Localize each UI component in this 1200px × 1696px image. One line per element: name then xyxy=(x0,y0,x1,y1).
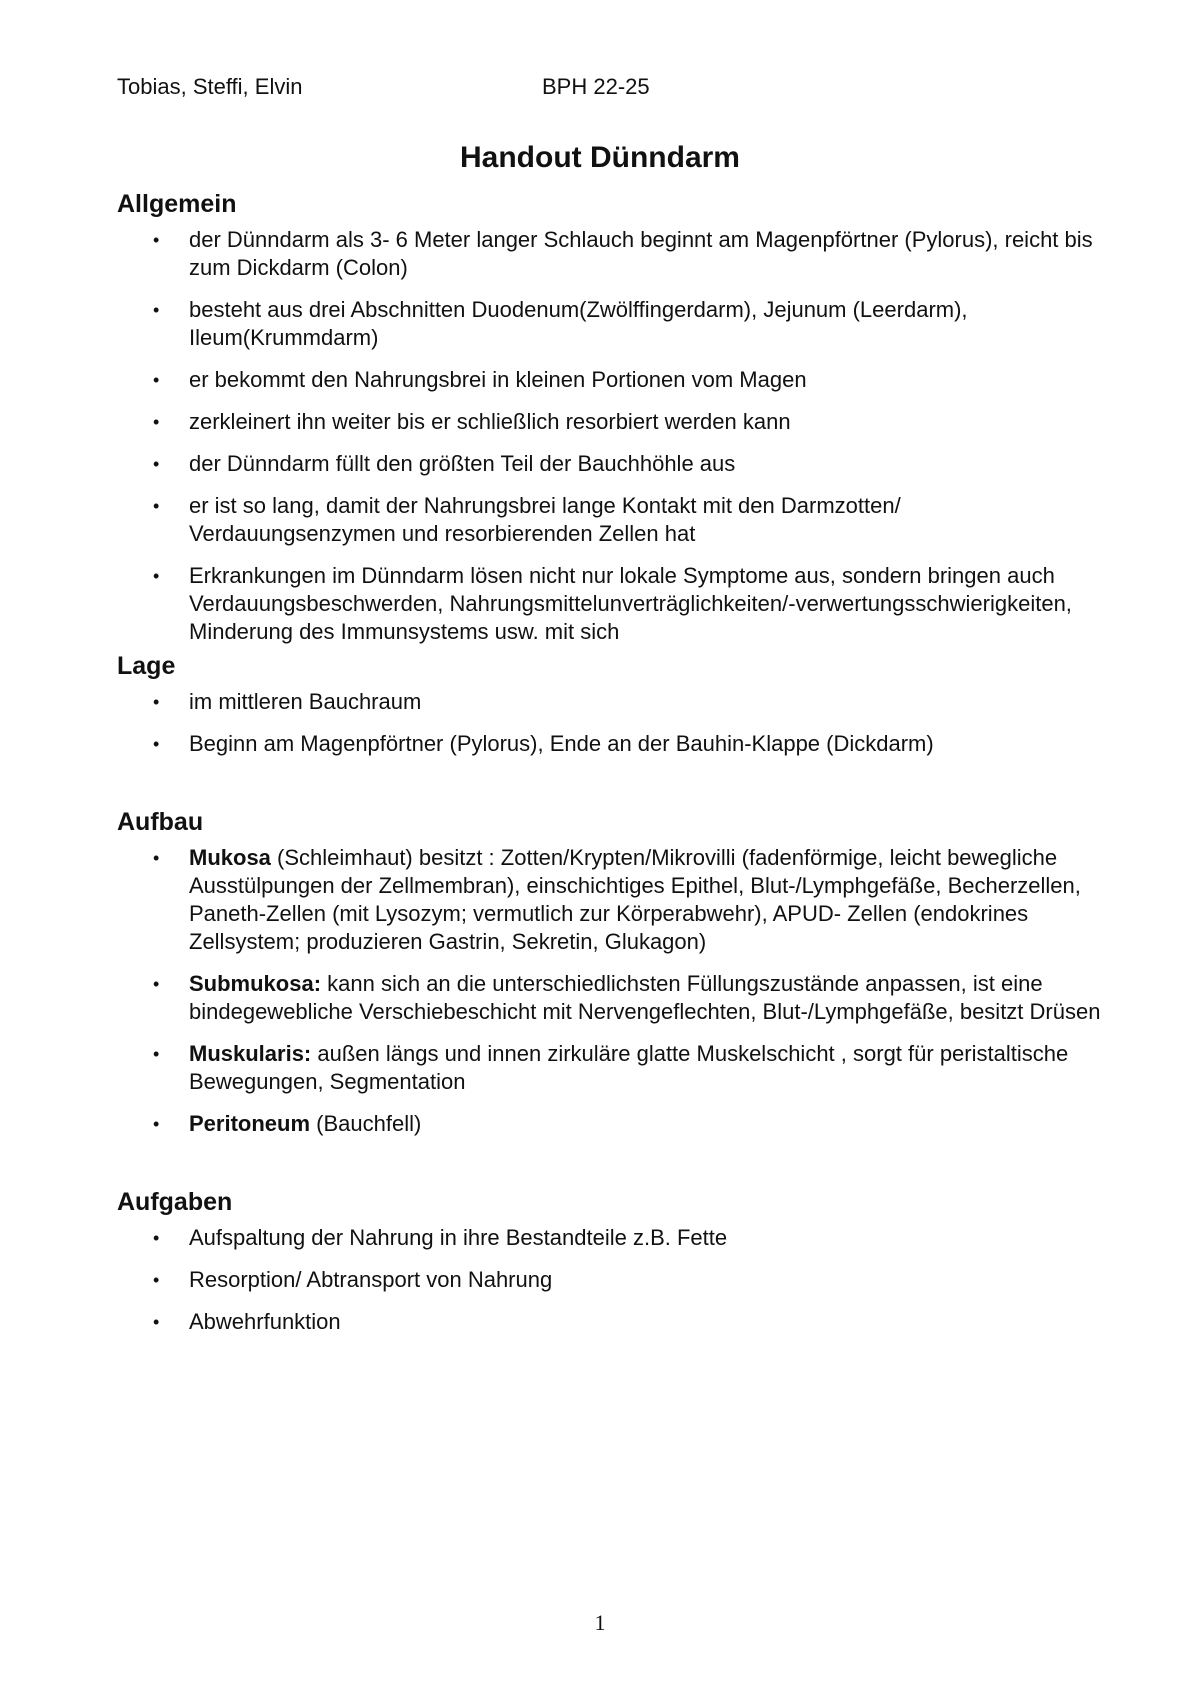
list-item xyxy=(117,296,1107,352)
list-item xyxy=(117,562,1107,646)
list-item xyxy=(117,366,1107,394)
section-allgemein xyxy=(117,188,1107,646)
list-item xyxy=(117,730,1107,758)
bullet-icon: • xyxy=(153,1114,160,1134)
list-item-text: (Schleimhaut) besitzt : Zotten/Krypten/Mikrovilli (fadenförmige, leicht bewegliche Ausstülpungen der Zellmembran), einschichtiges Epithel, Blut-/Lymphgefäße, Becherzellen, Paneth-Zellen (mit Lysozym; vermutlich zur Körperabwehr), APUD- Zellen (endokrines Zellsystem; produzieren Gastrin, Sekretin, Glukagon) xyxy=(189,845,1081,954)
list-item-text: kann sich an die unterschiedlichsten Füllungszustände anpassen, ist eine bindegewebliche Verschiebeschicht mit Nervengeflechten, Blut-/Lymphgefäße, besitzt Drüsen xyxy=(189,971,1101,1024)
section-heading-aufbau: Aufbau xyxy=(117,808,204,836)
bullet-icon: • xyxy=(153,734,160,754)
list-item-text: besteht aus drei Abschnitten Duodenum(Zwölffingerdarm), Jejunum (Leerdarm), Ileum(Krummdarm) xyxy=(189,297,968,350)
list-item-text: er bekommt den Nahrungsbrei in kleinen Portionen vom Magen xyxy=(189,367,807,392)
header-authors: Tobias, Steffi, Elvin xyxy=(117,74,303,99)
list-item-text: (Bauchfell) xyxy=(310,1111,422,1136)
section-heading-aufgaben: Aufgaben xyxy=(117,1188,233,1216)
document-body xyxy=(117,188,1107,1350)
bullet-icon: • xyxy=(153,454,160,474)
document-title: Handout Dünndarm xyxy=(460,141,740,174)
bullet-list-aufgaben xyxy=(117,1224,1107,1336)
bullet-icon: • xyxy=(153,496,160,516)
list-item-text: zerkleinert ihn weiter bis er schließlich resorbiert werden kann xyxy=(189,409,791,434)
list-item xyxy=(117,844,1107,956)
list-item xyxy=(117,970,1107,1026)
list-item-term: Submukosa: xyxy=(189,971,322,996)
list-item xyxy=(117,1308,1107,1336)
bullet-list-aufbau xyxy=(117,844,1107,1138)
section-aufgaben xyxy=(117,1186,1107,1336)
bullet-icon: • xyxy=(153,1044,160,1064)
bullet-icon: • xyxy=(153,1228,160,1248)
list-item-text: er ist so lang, damit der Nahrungsbrei lange Kontakt mit den Darmzotten/ Verdauungsenzymen und resorbierenden Zellen hat xyxy=(189,493,901,546)
bullet-list-lage xyxy=(117,688,1107,758)
bullet-icon: • xyxy=(153,300,160,320)
list-item xyxy=(117,1110,1107,1138)
list-item xyxy=(117,450,1107,478)
page-number: 1 xyxy=(594,1610,606,1635)
section-heading-lage: Lage xyxy=(117,652,176,680)
section-heading-allgemein: Allgemein xyxy=(117,190,237,218)
list-item-term: Peritoneum xyxy=(189,1111,311,1136)
list-item-term: Mukosa xyxy=(189,845,271,870)
section-spacer xyxy=(117,772,1107,806)
bullet-icon: • xyxy=(153,412,160,432)
list-item-text: der Dünndarm füllt den größten Teil der Bauchhöhle aus xyxy=(189,451,736,476)
section-aufbau xyxy=(117,806,1107,1138)
bullet-icon: • xyxy=(153,848,160,868)
bullet-icon: • xyxy=(153,370,160,390)
list-item xyxy=(117,1266,1107,1294)
section-spacer xyxy=(117,1152,1107,1186)
section-lage xyxy=(117,650,1107,758)
list-item-text: Aufspaltung der Nahrung in ihre Bestandteile z.B. Fette xyxy=(189,1225,728,1250)
bullet-icon: • xyxy=(153,230,160,250)
bullet-list-allgemein xyxy=(117,226,1107,646)
bullet-icon: • xyxy=(153,1270,160,1290)
header-course: BPH 22-25 xyxy=(542,74,650,99)
list-item-text: Erkrankungen im Dünndarm lösen nicht nur lokale Symptome aus, sondern bringen auch Verdauungsbeschwerden, Nahrungsmittelunverträglichkeiten/-verwertungsschwierigkeiten, Minderung des Immunsystems usw. mit sich xyxy=(189,563,1072,644)
list-item xyxy=(117,492,1107,548)
list-item-term: Muskularis: xyxy=(189,1041,312,1066)
list-item xyxy=(117,1224,1107,1252)
list-item xyxy=(117,1040,1107,1096)
list-item-text: im mittleren Bauchraum xyxy=(189,689,422,714)
list-item-text: Abwehrfunktion xyxy=(189,1309,341,1334)
bullet-icon: • xyxy=(153,692,160,712)
list-item-text: Resorption/ Abtransport von Nahrung xyxy=(189,1267,553,1292)
list-item-text: der Dünndarm als 3- 6 Meter langer Schlauch beginnt am Magenpförtner (Pylorus), reicht bis zum Dickdarm (Colon) xyxy=(189,227,1093,280)
list-item-text: außen längs und innen zirkuläre glatte Muskelschicht , sorgt für peristaltische Bewegungen, Segmentation xyxy=(189,1041,1069,1094)
list-item xyxy=(117,408,1107,436)
list-item-text: Beginn am Magenpförtner (Pylorus), Ende an der Bauhin-Klappe (Dickdarm) xyxy=(189,731,934,756)
bullet-icon: • xyxy=(153,1312,160,1332)
bullet-icon: • xyxy=(153,566,160,586)
list-item xyxy=(117,226,1107,282)
list-item xyxy=(117,688,1107,716)
bullet-icon: • xyxy=(153,974,160,994)
